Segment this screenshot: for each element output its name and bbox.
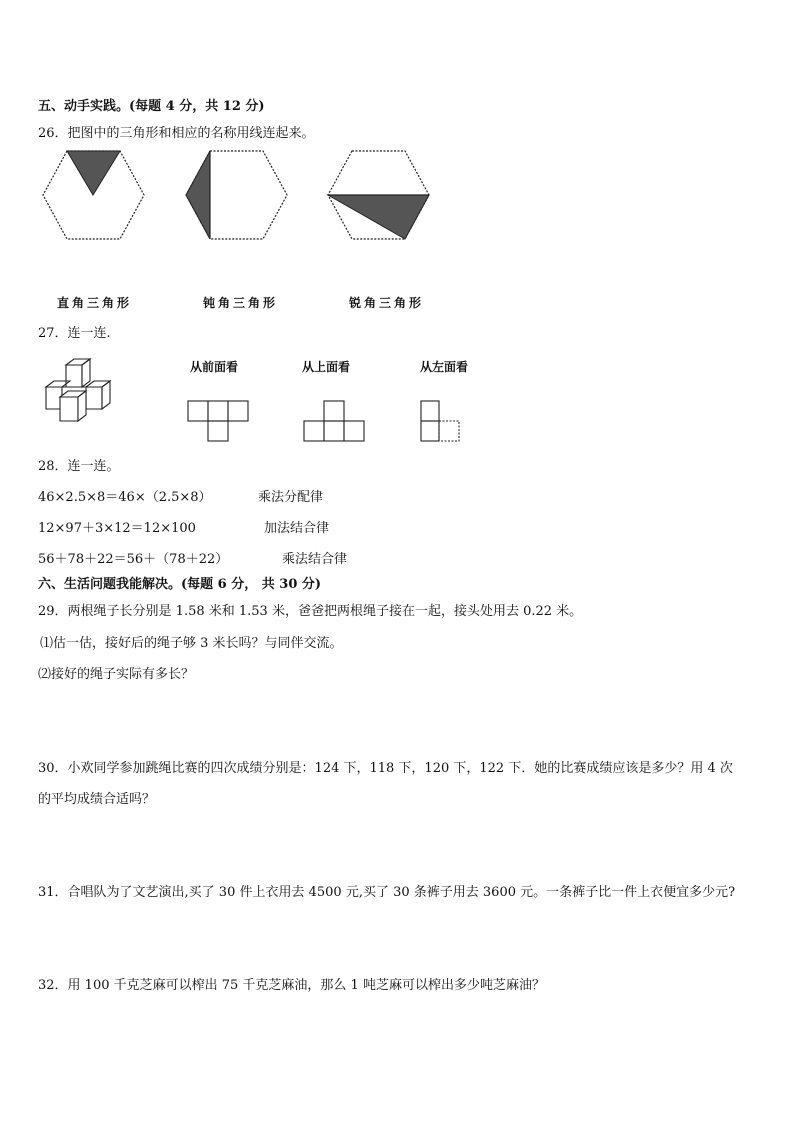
triangle-shaded-1 [67, 151, 120, 195]
view-front-label: 从前面看 [190, 360, 239, 374]
section-6-heading: 六、生活问题我能解决。(每题 6 分， 共 30 分) [38, 577, 322, 592]
label-acute-triangle: 锐角三角形 [349, 296, 425, 310]
q27-text: 27．连一连. [38, 326, 111, 341]
triangle-shaded-3 [328, 195, 429, 239]
label-obtuse-triangle: 钝角三角形 [203, 296, 279, 310]
q28-law-3: 乘法结合律 [282, 552, 348, 567]
q29-text: 29．两根绳子长分别是 1.58 米和 1.53 米，爸爸把两根绳子接在一起，接头处用去 0.22 米。 [38, 604, 583, 619]
cube-stack-figure [42, 357, 142, 437]
q28-expression-3: 56＋78＋22＝56＋（78＋22） [38, 552, 229, 567]
left-view-shape [420, 400, 470, 450]
q29-sub-question-2: ⑵接好的绳子实际有多长？ [38, 667, 195, 682]
q31-text: 31．合唱队为了文艺演出,买了 30 件上衣用去 4500 元,买了 30 条裤子用去 3600 元。一条裤子比一件上衣便宜多少元? [38, 885, 736, 900]
q32-text: 32．用 100 千克芝麻可以榨出 75 千克芝麻油，那么 1 吨芝麻可以榨出多少吨芝麻油？ [38, 978, 545, 993]
q26-text: 26．把图中的三角形和相应的名称用线连起来。 [38, 126, 315, 141]
q30-text-line-2: 的平均成绩合适吗？ [38, 792, 156, 807]
q28-law-2: 加法结合律 [264, 521, 330, 536]
label-right-triangle: 直角三角形 [57, 296, 133, 310]
hexagon-figure-2 [183, 148, 293, 248]
top-view-shape [304, 400, 374, 450]
q28-expression-1: 46×2.5×8＝46×（2.5×8） [38, 490, 212, 505]
hexagon-figure-1 [40, 148, 150, 248]
front-view-shape [188, 400, 258, 450]
q28-law-1: 乘法分配律 [258, 490, 324, 505]
q28-expression-2: 12×97＋3×12＝12×100 [38, 521, 196, 536]
view-left-label: 从左面看 [420, 360, 469, 374]
section-5-heading: 五、动手实践。(每题 4 分，共 12 分) [38, 99, 265, 114]
hexagon-figure-3 [325, 148, 435, 248]
view-top-label: 从上面看 [302, 360, 351, 374]
triangle-shaded-2 [186, 151, 210, 239]
q28-text: 28．连一连。 [38, 459, 120, 474]
q29-sub-question-1: ⑴估一估，接好后的绳子够 3 米长吗？与同伴交流。 [40, 636, 343, 651]
q30-text-line-1: 30．小欢同学参加跳绳比赛的四次成绩分别是：124 下，118 下，120 下，122 下．她的比赛成绩应该是多少？用 4 次 [38, 761, 733, 776]
